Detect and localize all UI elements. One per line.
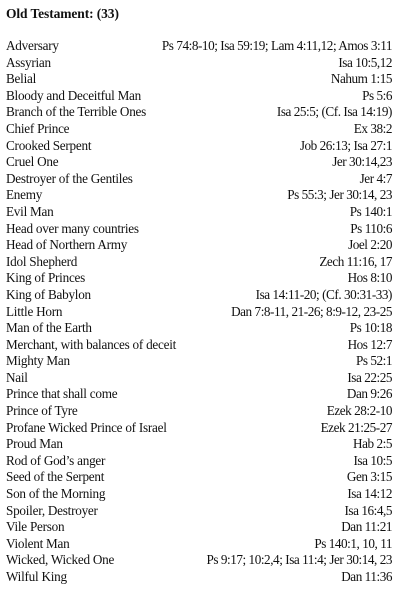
- list-item: [6, 104, 392, 121]
- entry-name: Merchant, with balances of deceit: [6, 336, 177, 352]
- list-item: [6, 536, 392, 553]
- list-item: [6, 204, 392, 221]
- entry-name: Son of the Morning: [6, 486, 106, 502]
- entry-name: Seed of the Serpent: [6, 469, 105, 485]
- entry-name: King of Princes: [6, 270, 86, 286]
- entry-reference: Dan 11:36: [341, 569, 392, 584]
- entry-reference: Gen 3:15: [346, 469, 392, 485]
- list-item: [6, 171, 392, 188]
- entry-reference: Jer 30:14,23: [332, 154, 392, 170]
- entry-name: Destroyer of the Gentiles: [6, 170, 133, 186]
- entry-reference: Isa 16:4,5: [344, 502, 392, 518]
- entry-name: Man of the Earth: [6, 320, 92, 336]
- entry-reference: Ps 9:17; 10:2,4; Isa 11:4; Jer 30:14, 23: [206, 552, 392, 568]
- list-item: [6, 386, 392, 403]
- list-item: [6, 221, 392, 238]
- title-list: [6, 38, 392, 586]
- entry-reference: Ps 5:6: [362, 87, 392, 103]
- entry-name: Idol Shepherd: [6, 253, 78, 269]
- list-item: [6, 254, 392, 271]
- entry-name: Chief Prince: [6, 120, 70, 136]
- list-item: [6, 453, 392, 470]
- entry-reference: Ps 55:3; Jer 30:14, 23: [287, 187, 392, 203]
- list-item: [6, 353, 392, 370]
- list-item: [6, 287, 392, 304]
- list-item: [6, 320, 392, 337]
- entry-name: Adversary: [6, 38, 59, 53]
- list-item: [6, 403, 392, 420]
- list-item: [6, 370, 392, 387]
- list-item: [6, 503, 392, 520]
- entry-name: Belial: [6, 71, 36, 87]
- entry-reference: Dan 9:26: [346, 386, 392, 402]
- entry-reference: Ps 10:18: [349, 320, 392, 336]
- list-item: [6, 337, 392, 354]
- list-item: [6, 469, 392, 486]
- entry-reference: Ps 140:1, 10, 11: [314, 535, 392, 551]
- entry-name: Violent Man: [6, 535, 70, 551]
- entry-reference: Zech 11:16, 17: [319, 253, 392, 269]
- list-item: [6, 552, 392, 569]
- entry-reference: Ps 52:1: [355, 353, 392, 369]
- entry-reference: Jer 4:7: [359, 170, 392, 186]
- entry-reference: Job 26:13; Isa 27:1: [299, 137, 392, 153]
- entry-reference: Ps 110:6: [350, 220, 392, 236]
- entry-reference: Dan 7:8-11, 21-26; 8:9-12, 23-25: [231, 303, 392, 319]
- list-item: [6, 71, 392, 88]
- entry-name: Evil Man: [6, 203, 54, 219]
- entry-reference: Nahum 1:15: [330, 71, 392, 87]
- entry-reference: Isa 14:12: [347, 486, 392, 502]
- entry-name: Spoiler, Destroyer: [6, 502, 98, 518]
- entry-name: Vile Person: [6, 519, 65, 535]
- entry-name: Rod of God’s anger: [6, 452, 106, 468]
- entry-reference: Ps 140:1: [349, 203, 392, 219]
- entry-reference: Isa 14:11-20; (Cf. 30:31-33): [255, 286, 392, 302]
- entry-name: Proud Man: [6, 436, 63, 452]
- entry-name: Branch of the Terrible Ones: [6, 104, 147, 120]
- entry-reference: Ex 38:2: [353, 120, 392, 136]
- entry-reference: Isa 25:5; (Cf. Isa 14:19): [276, 104, 392, 120]
- entry-name: Wilful King: [6, 569, 67, 584]
- list-item: [6, 38, 392, 55]
- entry-name: Cruel One: [6, 154, 59, 170]
- entry-reference: Ezek 21:25-27: [320, 419, 392, 435]
- list-item: [6, 519, 392, 536]
- list-item: [6, 187, 392, 204]
- entry-reference: Hos 12:7: [347, 336, 392, 352]
- list-item: [6, 569, 392, 586]
- entry-name: Head over many countries: [6, 220, 139, 236]
- entry-name: Prince that shall come: [6, 386, 118, 402]
- entry-name: Head of Northern Army: [6, 237, 128, 253]
- entry-name: King of Babylon: [6, 286, 91, 302]
- entry-reference: Ezek 28:2-10: [326, 403, 392, 419]
- list-item: [6, 154, 392, 171]
- list-item: [6, 138, 392, 155]
- entry-reference: Hos 8:10: [347, 270, 392, 286]
- entry-reference: Isa 10:5,12: [338, 54, 392, 70]
- list-item: [6, 420, 392, 437]
- entry-name: Assyrian: [6, 54, 51, 70]
- entry-name: Mighty Man: [6, 353, 70, 369]
- entry-name: Nail: [6, 369, 28, 385]
- entry-reference: Dan 11:21: [341, 519, 392, 535]
- entry-name: Crooked Serpent: [6, 137, 92, 153]
- entry-name: Enemy: [6, 187, 43, 203]
- list-item: [6, 304, 392, 321]
- list-item: [6, 88, 392, 105]
- entry-reference: Joel 2:20: [348, 237, 392, 253]
- entry-name: Wicked, Wicked One: [6, 552, 115, 568]
- list-item: [6, 270, 392, 287]
- entry-reference: Ps 74:8-10; Isa 59:19; Lam 4:11,12; Amos 3:11: [161, 38, 392, 53]
- list-item: [6, 436, 392, 453]
- list-item: [6, 237, 392, 254]
- entry-name: Little Horn: [6, 303, 63, 319]
- entry-name: Bloody and Deceitful Man: [6, 87, 141, 103]
- entry-reference: Hab 2:5: [353, 436, 392, 452]
- list-item: [6, 486, 392, 503]
- entry-name: Profane Wicked Prince of Israel: [6, 419, 167, 435]
- entry-name: Prince of Tyre: [6, 403, 78, 419]
- list-item: [6, 121, 392, 138]
- list-item: [6, 55, 392, 72]
- entry-reference: Isa 22:25: [347, 369, 392, 385]
- entry-reference: Isa 10:5: [353, 452, 392, 468]
- section-heading: Old Testament: (33): [6, 6, 119, 21]
